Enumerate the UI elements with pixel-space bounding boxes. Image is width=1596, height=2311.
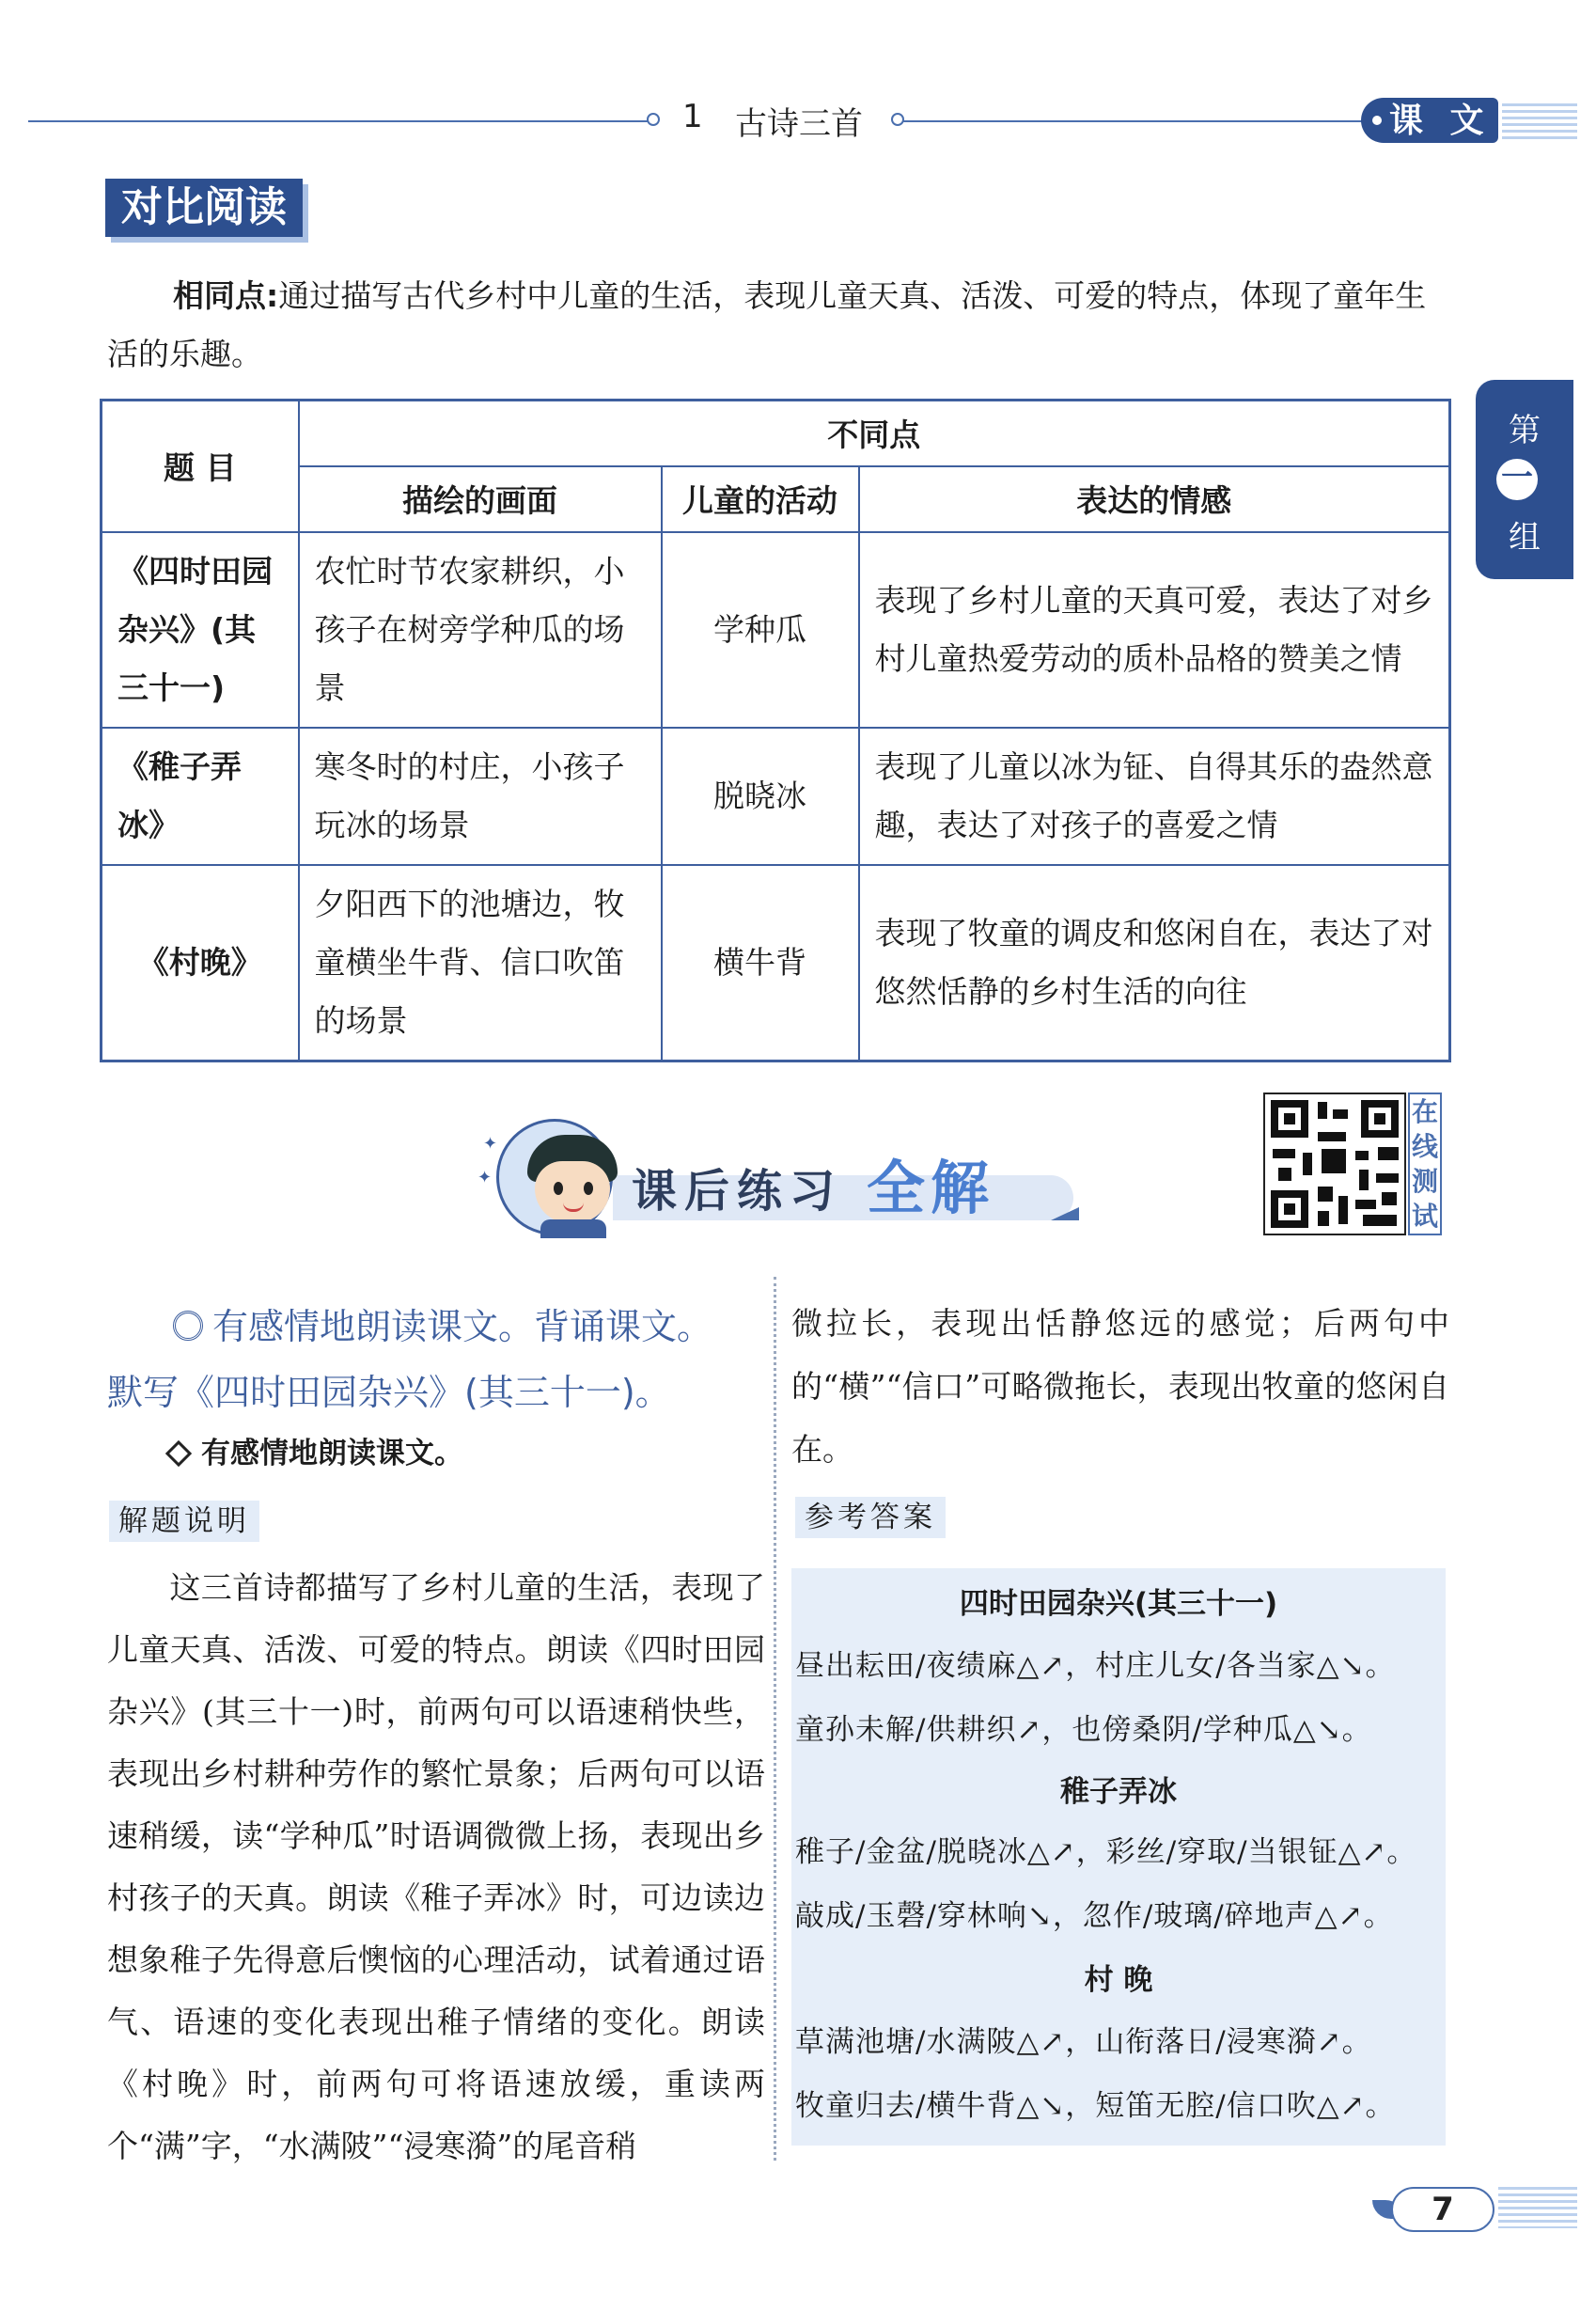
poem-line: 牧童归去/横牛背△↘，短笛无腔/信口吹△↗。 — [795, 2089, 1396, 2123]
footer-stripes — [1498, 2187, 1577, 2228]
diamond-bullet-icon — [165, 1440, 192, 1467]
star-icon: ✦ — [477, 1168, 493, 1187]
header-differences: 不同点 — [299, 401, 1450, 466]
qr-code-icon[interactable] — [1263, 1093, 1406, 1235]
row-scene: 夕阳西下的池塘边，牧童横坐牛背、信口吹笛的场景 — [299, 865, 662, 1061]
sub-question — [169, 1429, 463, 1471]
answer-box — [791, 1568, 1446, 2146]
section-tag: 课 文 — [1361, 98, 1498, 143]
banner-text: 课后练习 — [632, 1165, 843, 1218]
comparison-table — [100, 399, 1451, 1062]
similarity-label: 相同点: — [173, 277, 279, 314]
column-divider — [774, 1277, 776, 2161]
explanation-label: 解题说明 — [109, 1501, 259, 1542]
row-activity: 学种瓜 — [662, 532, 859, 728]
poem-line: 昼出耘田/夜绩麻△↗，村庄儿女/各当家△↘。 — [795, 1649, 1396, 1683]
row-title: 《稚子弄冰》 — [102, 728, 299, 865]
side-tab-bottom: 组 — [1509, 519, 1541, 557]
sub-question-text: 有感情地朗读课文。 — [201, 1437, 463, 1470]
page-number: 7 — [1391, 2187, 1494, 2232]
header-rule-left — [28, 120, 650, 122]
row-title: 《村晚》 — [102, 865, 299, 1061]
header-activity: 儿童的活动 — [662, 466, 859, 532]
side-tab-top: 第 — [1509, 412, 1541, 449]
row-activity: 脱晓冰 — [662, 728, 859, 865]
header-title-col: 题 目 — [102, 401, 299, 532]
row-scene: 农忙时节农家耕织，小孩子在树旁学种瓜的场景 — [299, 532, 662, 728]
header-emotion: 表达的情感 — [859, 466, 1450, 532]
explanation-continued: 微拉长，表现出恬静悠远的感觉；后两句中的“横”“信口”可略微拖长，表现出牧童的悠闲自在。 — [791, 1305, 1449, 1468]
online-test-label[interactable]: 在线测试 — [1408, 1093, 1442, 1235]
similarity-paragraph-2 — [107, 325, 262, 384]
row-scene: 寒冬时的村庄，小孩子玩冰的场景 — [299, 728, 662, 865]
poem-title: 四时田园杂兴(其三十一) — [959, 1587, 1278, 1621]
row-activity: 横牛背 — [662, 865, 859, 1061]
table-row — [102, 532, 1450, 728]
header-rule-dot-left — [647, 113, 660, 126]
header-stripes — [1502, 103, 1577, 141]
banner-emphasis: 全解 — [867, 1154, 995, 1222]
poem-line: 敲成/玉磬/穿林响↘，忽作/玻璃/碎地声△↗。 — [795, 1899, 1394, 1933]
row-emotion: 表现了乡村儿童的天真可爱，表达了对乡村儿童热爱劳动的质朴品格的赞美之情 — [859, 532, 1450, 728]
explanation-text — [107, 1557, 765, 2177]
spiral-bullet-icon — [173, 1311, 203, 1341]
poem-title: 稚子弄冰 — [1060, 1775, 1177, 1809]
practice-banner — [477, 1115, 1064, 1237]
question-line-1: 有感情地朗读课文。背诵课文。 — [212, 1306, 713, 1347]
similarity-text-2: 活的乐趣。 — [107, 336, 262, 372]
poem-line: 童孙未解/供耕织↗，也傍桑阴/学种瓜△↘。 — [795, 1713, 1372, 1747]
table-row — [102, 865, 1450, 1061]
lesson-number: 1 — [682, 98, 703, 135]
star-icon: ✦ — [483, 1134, 498, 1154]
similarity-text-1: 通过描写古代乡村中儿童的生活，表现儿童天真、活泼、可爱的特点，体现了童年生 — [278, 277, 1427, 314]
boy-avatar-icon — [496, 1119, 613, 1235]
explanation-body: 这三首诗都描写了乡村儿童的生活，表现了儿童天真、活泼、可爱的特点。朗读《四时田园杂兴》(其三十一)时，前两句可以语速稍快些，表现出乡村耕种劳作的繁忙景象；后两句可以语速稍缓，读“学种瓜”时语调微微上扬，表现出乡村孩子的天真。朗读《稚子弄冰》时，可边读边想象稚子先得意后懊恼的心理活动，试着通过语气、语速的变化表现出稚子情绪的变化。朗读《村晚》时，前两句可将语速放缓，重读两个“满”字，“水满陂”“浸寒漪”的尾音稍 — [107, 1569, 765, 2164]
table-row — [102, 728, 1450, 865]
question-line-2: 默写《四时田园杂兴》(其三十一)。 — [107, 1372, 671, 1413]
answer-label: 参考答案 — [795, 1497, 946, 1538]
unit-side-tab — [1476, 380, 1573, 579]
similarity-paragraph — [173, 267, 1451, 325]
header-scene: 描绘的画面 — [299, 466, 662, 532]
poem-line: 稚子/金盆/脱晓冰△↗，彩丝/穿取/当银钲△↗。 — [795, 1835, 1417, 1869]
row-title: 《四时田园杂兴》(其三十一) — [102, 532, 299, 728]
header-rule-dot-right — [891, 113, 904, 126]
section-label: 对比阅读 — [105, 179, 303, 237]
poem-title: 村 晚 — [1084, 1963, 1153, 1997]
lesson-title: 古诗三首 — [735, 105, 863, 143]
poem-line: 草满池塘/水满陂△↗，山衔落日/浸寒漪↗。 — [795, 2025, 1372, 2059]
header-rule-right — [902, 120, 1363, 122]
exercise-question — [107, 1294, 765, 1425]
side-tab-number: 一 — [1496, 459, 1538, 500]
row-emotion: 表现了儿童以冰为钲、自得其乐的盎然意趣，表达了对孩子的喜爱之情 — [859, 728, 1450, 865]
row-emotion: 表现了牧童的调皮和悠闲自在，表达了对悠然恬静的乡村生活的向往 — [859, 865, 1450, 1061]
